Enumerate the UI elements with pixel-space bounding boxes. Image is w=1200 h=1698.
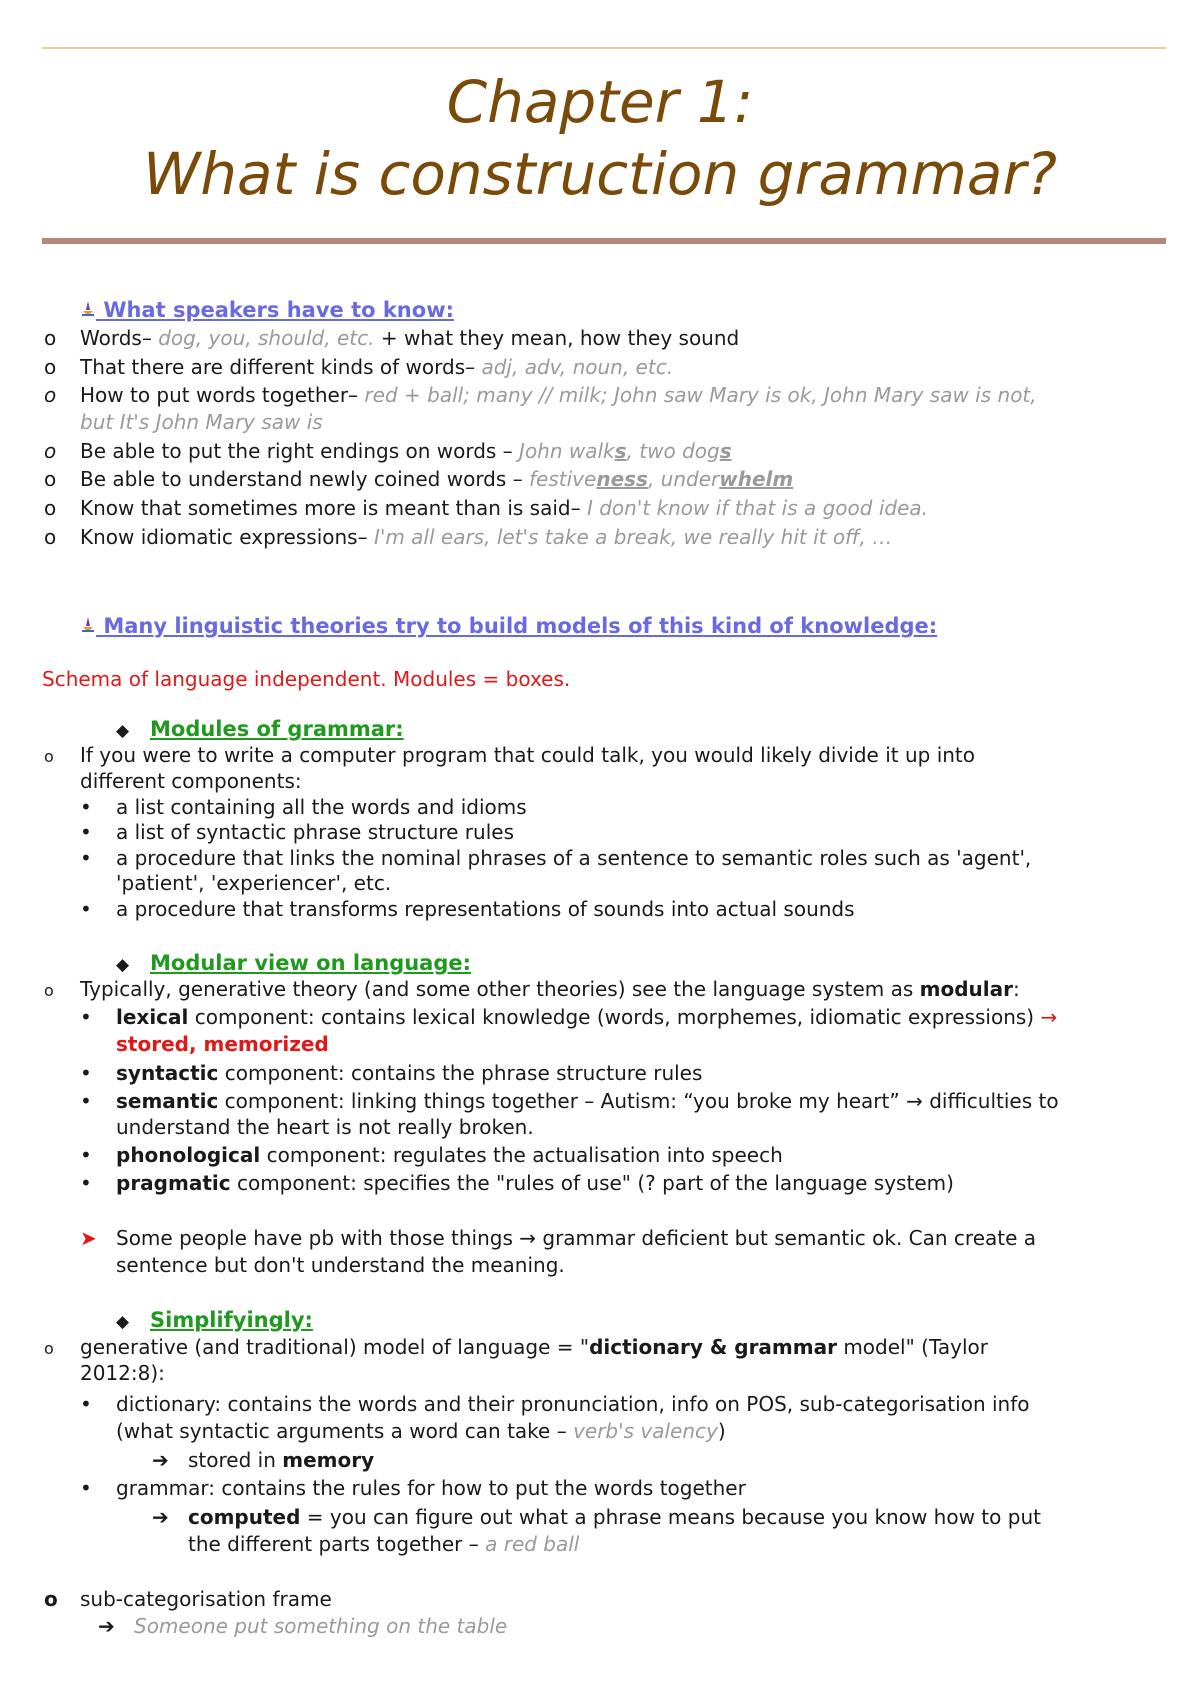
diamond-icon: ◆ [116,721,130,741]
note-line: Some people have pb with those things → grammar deficient but semantic ok. Can create a [116,1226,1037,1250]
bullet-icon: o [44,355,57,379]
paragraph-line: 2012:8): [80,1361,165,1385]
list-item-continuation: (what syntactic arguments a word can take – verb's valency) [116,1419,726,1443]
arrow-line-continuation: the different parts together – a red ball [188,1532,580,1556]
note-line: sentence but don't understand the meaning. [116,1253,565,1277]
list-item: grammar: contains the rules for how to put the words together [116,1476,746,1500]
list-item: dictionary: contains the words and their pronunciation, info on POS, sub-categorisation info [116,1392,1030,1416]
diamond-icon: ◆ [116,955,130,975]
bullet-icon: o [44,496,57,520]
bullet-icon: • [80,795,92,819]
example-line: Someone put something on the table [134,1614,508,1638]
bullet-icon: • [80,1476,92,1500]
list-item: Words– dog, you, should, etc. + what they mean, how they sound [80,326,740,350]
list-item: semantic component: linking things together – Autism: “you broke my heart” → difficulties to [116,1089,1059,1113]
paragraph-line: generative (and traditional) model of language = "dictionary & grammar model" (Taylor [80,1335,988,1359]
bullet-icon: o [44,1587,58,1611]
bullet-icon: o [44,383,57,407]
arrow-line: stored in memory [188,1448,375,1472]
arrow-icon: ➔ [152,1448,169,1472]
heading-simplifyingly: Simplifyingly: [150,1308,313,1332]
heading-modules-of-grammar: Modules of grammar: [150,717,404,741]
arrow-line: computed = you can figure out what a phrase means because you know how to put [188,1505,1041,1529]
section-heading-speakers: What speakers have to know: [103,298,454,322]
section-heading-models: Many linguistic theories try to build models of this kind of knowledge: [103,614,938,638]
diamond-icon: ◆ [116,1312,130,1332]
paragraph-line: sub-categorisation frame [80,1587,332,1611]
bullet-icon: • [80,1005,92,1029]
heading-modular-view: Modular view on language: [150,951,472,975]
bullet-icon: o [44,525,57,549]
list-item-continuation: understand the heart is not really broken. [116,1115,534,1139]
list-item: phonological component: regulates the actualisation into speech [116,1143,783,1167]
chevron-icon: ➤ [80,1226,97,1250]
list-item: syntactic component: contains the phrase structure rules [116,1061,703,1085]
bullet-icon: • [80,1392,92,1416]
bullet-icon: • [80,820,92,844]
bullet-icon: • [80,897,92,921]
list-item: That there are different kinds of words– adj, adv, noun, etc. [80,355,674,379]
list-item: a list of syntactic phrase structure rules [116,820,514,844]
bullet-icon: o [44,439,57,463]
title-line-2: What is construction grammar? [142,140,1058,208]
list-item: Know idiomatic expressions– I'm all ears, let's take a break, we really hit it off, … [80,525,893,549]
bullet-icon: • [80,1171,92,1195]
list-item-continuation: but It's John Mary saw is [80,410,323,434]
bullet-icon: o [44,747,54,766]
pin-icon [80,617,96,633]
bullet-icon: o [44,981,54,1000]
list-item: a list containing all the words and idioms [116,795,527,819]
bullet-icon: • [80,1143,92,1167]
paragraph-line: different components: [80,769,302,793]
arrow-icon: ➔ [98,1614,115,1638]
bullet-icon: o [44,326,57,350]
list-item: Be able to put the right endings on words – John walks, two dogs [80,439,732,463]
bullet-icon: • [80,846,92,870]
title-line-1: Chapter 1: [446,68,754,136]
list-item: lexical component: contains lexical knowledge (words, morphemes, idiomatic expressions) → [116,1005,1058,1029]
title-rule [42,238,1166,244]
list-item: Be able to understand newly coined words – festiveness, underwhelm [80,467,794,491]
list-item: a procedure that transforms representations of sounds into actual sounds [116,897,855,921]
paragraph-line: Typically, generative theory (and some other theories) see the language system as modular: [80,977,1020,1001]
paragraph-line: If you were to write a computer program that could talk, you would likely divide it up into [80,743,975,767]
list-item: pragmatic component: specifies the "rules of use" (? part of the language system) [116,1171,954,1195]
list-item-continuation: 'patient', 'experiencer', etc. [116,871,392,895]
bullet-icon: o [44,467,57,491]
list-item-continuation: stored, memorized [116,1032,329,1056]
arrow-icon: ➔ [152,1505,169,1529]
red-note: Schema of language independent. Modules = boxes. [42,667,571,691]
top-rule [42,47,1166,49]
bullet-icon: • [80,1061,92,1085]
bullet-icon: o [44,1339,54,1358]
list-item: a procedure that links the nominal phrases of a sentence to semantic roles such as 'agent', [116,846,1032,870]
page-title [0,66,1200,210]
pin-icon [80,301,96,317]
list-item: Know that sometimes more is meant than is said– I don't know if that is a good idea. [80,496,929,520]
bullet-icon: • [80,1089,92,1113]
list-item: How to put words together– red + ball; many // milk; John saw Mary is ok, John Mary saw is not, [80,383,1037,407]
